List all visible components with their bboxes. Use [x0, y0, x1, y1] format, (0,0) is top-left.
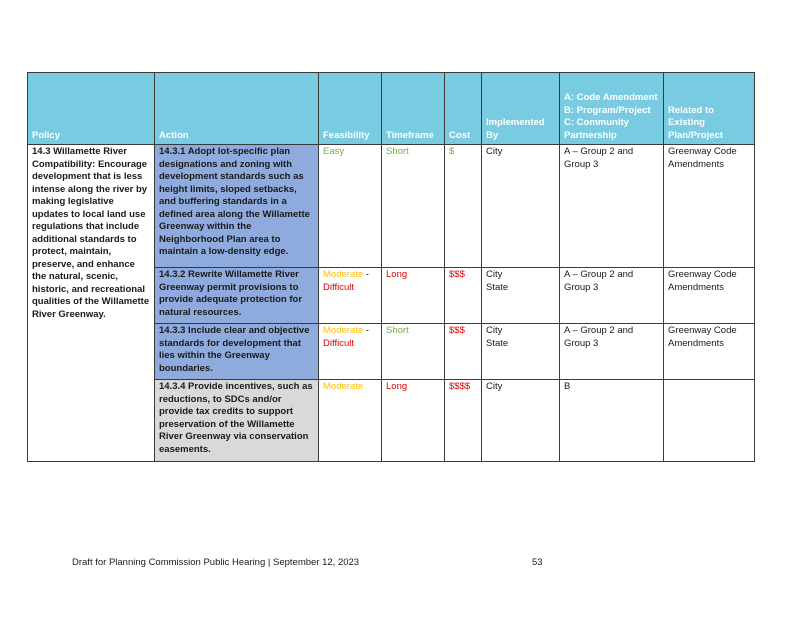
timeframe-cell: [382, 324, 445, 380]
implemented-by-cell: [482, 268, 560, 324]
cost-value: $$$: [449, 269, 465, 280]
cost-cell: [445, 268, 482, 324]
timeframe-cell: [382, 380, 445, 462]
related-cell: [664, 380, 755, 462]
timeframe-cell: [382, 145, 445, 268]
header-cost: Cost: [445, 73, 482, 145]
feasibility-level: Easy: [323, 146, 345, 157]
header-category-a: A: Code Amendment: [564, 92, 658, 103]
header-category: [560, 73, 664, 145]
implementer: State: [486, 281, 509, 293]
header-timeframe: Timeframe: [382, 73, 445, 145]
feasibility-cell: [319, 324, 382, 380]
category-cell: A – Group 2 and Group 3: [560, 268, 664, 324]
feasibility-level: Moderate: [323, 269, 364, 280]
timeframe-value: Short: [386, 325, 409, 336]
header-related: Related to Existing Plan/Project: [664, 73, 755, 145]
related-cell: Greenway Code Amendments: [664, 324, 755, 380]
cost-value: $$$: [449, 325, 465, 336]
related-cell: Greenway Code Amendments: [664, 145, 755, 268]
feasibility-separator: -: [363, 269, 369, 280]
header-action: Action: [155, 73, 319, 145]
timeframe-value: Long: [386, 381, 408, 392]
header-category-c: C: Community Partnership: [564, 117, 629, 141]
timeframe-value: Short: [386, 146, 409, 157]
implementer: City: [486, 269, 503, 280]
timeframe-value: Long: [386, 269, 408, 280]
feasibility-level: Moderate: [323, 325, 364, 336]
header-category-b: B: Program/Project: [564, 104, 651, 116]
header-feasibility: Feasibility: [319, 73, 382, 145]
policy-cell: 14.3 Willamette River Compatibility: Encourage development that is less intense along the river by making legislative updates to local land use regulations that include additional standards to protect, maintain, preserve, and enhance the natural, scenic, historic, and recreational qualities of the Willamette River Greenway.: [28, 145, 155, 462]
cost-value: $$$$: [449, 381, 471, 392]
implemented-by-cell: [482, 324, 560, 380]
feasibility-level-2: Difficult: [323, 337, 354, 349]
feasibility-cell: [319, 145, 382, 268]
feasibility-cell: [319, 268, 382, 324]
footer-title: Draft for Planning Commission Public Hearing | September 12, 2023: [72, 557, 360, 568]
cost-value: $: [449, 146, 455, 157]
action-cell: 14.3.1 Adopt lot-specific plan designations and zoning with development standards such as height limits, sloped setbacks, and buffering standards in a defined area along the Willamette Greenway within the Neighborhood Plan area to maintain a low-density edge.: [155, 145, 319, 268]
timeframe-cell: [382, 268, 445, 324]
feasibility-level-2: Difficult: [323, 281, 354, 293]
feasibility-level: Moderate: [323, 381, 364, 392]
implementer: City: [486, 325, 503, 336]
feasibility-cell: [319, 380, 382, 462]
implemented-by-cell: City: [482, 380, 560, 462]
related-cell: Greenway Code Amendments: [664, 268, 755, 324]
category-cell: B: [560, 380, 664, 462]
action-plan-table: [27, 72, 755, 462]
table-row: [28, 145, 755, 268]
implemented-by-cell: City: [482, 145, 560, 268]
implementer: State: [486, 337, 509, 349]
header-policy: Policy: [28, 73, 155, 145]
action-cell: 14.3.3 Include clear and objective standards for development that lies within the Greenway boundaries.: [155, 324, 319, 380]
cost-cell: [445, 380, 482, 462]
action-cell: 14.3.4 Provide incentives, such as reductions, to SDCs and/or provide tax credits to support preservation of the Willamette River Greenway via conservation easements.: [155, 380, 319, 462]
cost-cell: [445, 324, 482, 380]
page-number: 53: [532, 557, 543, 568]
table-header-row: [28, 73, 755, 145]
category-cell: A – Group 2 and Group 3: [560, 324, 664, 380]
feasibility-separator: -: [363, 325, 369, 336]
header-implemented-by: Implemented By: [482, 73, 560, 145]
category-cell: A – Group 2 and Group 3: [560, 145, 664, 268]
cost-cell: [445, 145, 482, 268]
action-cell: 14.3.2 Rewrite Willamette River Greenway permit provisions to provide adequate protection for natural resources.: [155, 268, 319, 324]
